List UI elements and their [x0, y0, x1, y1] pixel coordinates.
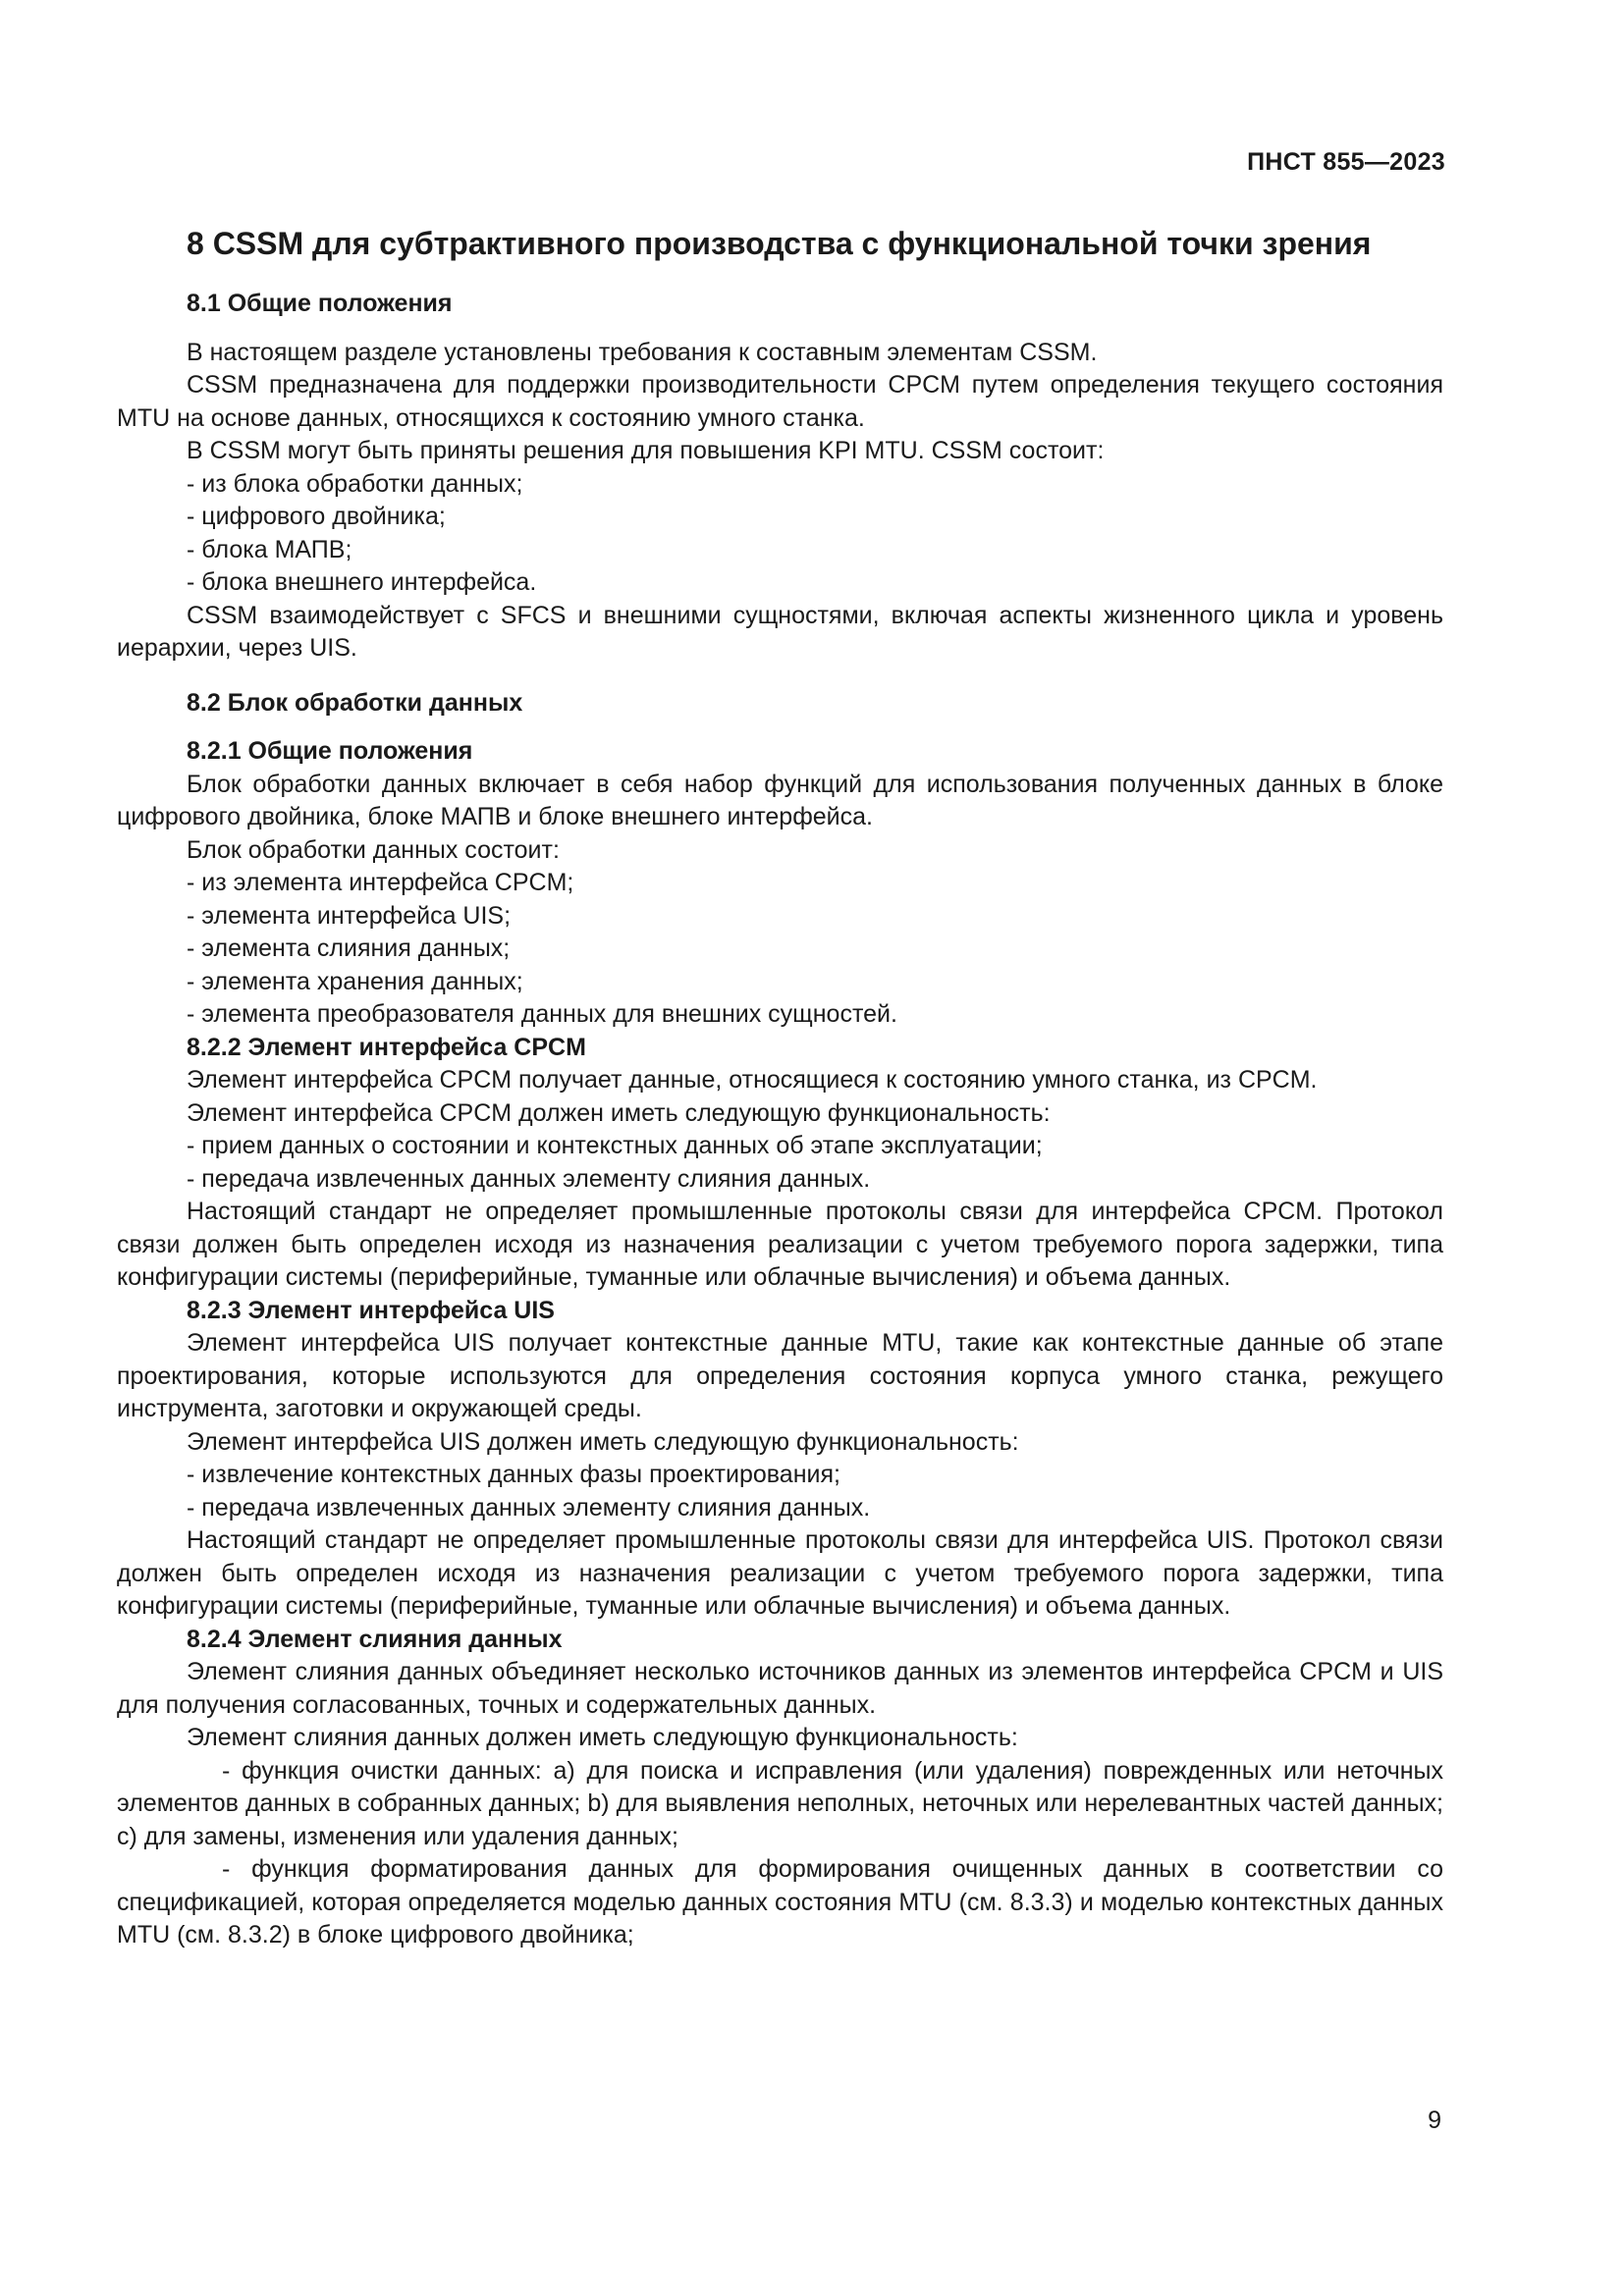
paragraph: Элемент интерфейса UIS получает контекстные данные MTU, такие как контекстные данные об этапе проектирования, которые используются для определения состояния корпуса умного станка, режущего инструмента, заготовки и окружающей среды.	[117, 1329, 1443, 1422]
list-item: - прием данных о состоянии и контекстных данных об этапе эксплуатации;	[187, 1132, 1043, 1159]
clause-title-8-2-2: 8.2.2 Элемент интерфейса CPCM	[187, 1033, 586, 1061]
list-item: - из элемента интерфейса CPCM;	[187, 869, 574, 896]
list-item: - цифрового двойника;	[187, 503, 446, 530]
list-item: - элемента хранения данных;	[187, 967, 523, 995]
paragraph: Настоящий стандарт не определяет промышленные протоколы связи для интерфейса CPCM. Протокол связи должен быть определен исходя из назначения реализации с учетом требуемого порога задержки, типа конфигурации системы (периферийные, туманные или облачные вычисления) и объема данных.	[117, 1198, 1443, 1291]
clause-title-8-2-4: 8.2.4 Элемент слияния данных	[187, 1625, 563, 1653]
standard-id: ПНСТ 855—2023	[1247, 148, 1445, 176]
paragraph: Элемент слияния данных объединяет несколько источников данных из элементов интерфейса CPCM и UIS для получения согласованных, точных и содержательных данных.	[117, 1658, 1443, 1719]
list-item: - блока внешнего интерфейса.	[187, 568, 537, 596]
paragraph: Элемент интерфейса CPCM получает данные, относящиеся к состоянию умного станка, из CPCM.	[187, 1066, 1318, 1094]
list-item: - передача извлеченных данных элементу слияния данных.	[187, 1164, 871, 1193]
paragraph: В CSSM могут быть приняты решения для повышения KPI MTU. CSSM состоит:	[187, 437, 1105, 464]
page-number: 9	[1428, 2107, 1441, 2134]
clause-title-8-2-3: 8.2.3 Элемент интерфейса UIS	[187, 1296, 555, 1324]
list-item: - элемента интерфейса UIS;	[187, 901, 512, 930]
list-item: - функция очистки данных: a) для поиска и исправления (или удаления) поврежденных или неточных элементов данных в собранных данных; b) для выявления неполных, неточных или нерелевантных частей данных; c) для замены, изменения или удаления данных;	[117, 1756, 1443, 1850]
paragraph: Элемент интерфейса CPCM должен иметь следующую функциональность:	[187, 1098, 1051, 1127]
list-item: - элемента слияния данных;	[187, 934, 511, 962]
list-item: - блока МАПВ;	[187, 535, 352, 563]
section-title: 8 CSSM для субтрактивного производства с функциональной точки зрения	[187, 226, 1372, 261]
paragraph: В настоящем разделе установлены требования к составным элементам CSSM.	[187, 338, 1098, 366]
clause-title-8-2-1: 8.2.1 Общие положения	[187, 737, 473, 765]
paragraph: Элемент слияния данных должен иметь следующую функциональность:	[187, 1724, 1018, 1751]
paragraph: Элемент интерфейса UIS должен иметь следующую функциональность:	[187, 1427, 1019, 1456]
subsection-title-8-1: 8.1 Общие положения	[187, 290, 453, 317]
list-item: - извлечение контекстных данных фазы проектирования;	[187, 1461, 840, 1488]
list-item: - элемента преобразователя данных для внешних сущностей.	[187, 1000, 897, 1028]
subsection-title-8-2: 8.2 Блок обработки данных	[187, 688, 523, 717]
paragraph: CSSM взаимодействует с SFCS и внешними сущностями, включая аспекты жизненного цикла и уровень иерархии, через UIS.	[117, 601, 1443, 662]
list-item: - функция форматирования данных для формирования очищенных данных в соответствии со спецификацией, которая определяется моделью данных состояния MTU (см. 8.3.3) и моделью контекстных данных MTU (см. 8.3.2) в блоке цифрового двойника;	[117, 1855, 1443, 1949]
list-item: - из блока обработки данных;	[187, 469, 523, 498]
paragraph: Настоящий стандарт не определяет промышленные протоколы связи для интерфейса UIS. Протокол связи должен быть определен исходя из назначения реализации с учетом требуемого порога задержки, типа конфигурации системы (периферийные, туманные или облачные вычисления) и объема данных.	[117, 1526, 1443, 1620]
page-content	[117, 224, 1443, 1952]
paragraph: CSSM предназначена для поддержки производительности CPCM путем определения текущего состояния MTU на основе данных, относящихся к состоянию умного станка.	[117, 371, 1443, 432]
paragraph: Блок обработки данных включает в себя набор функций для использования полученных данных в блоке цифрового двойника, блоке МАПВ и блоке внешнего интерфейса.	[117, 770, 1443, 830]
paragraph: Блок обработки данных состоит:	[187, 835, 560, 864]
list-item: - передача извлеченных данных элементу слияния данных.	[187, 1493, 871, 1522]
